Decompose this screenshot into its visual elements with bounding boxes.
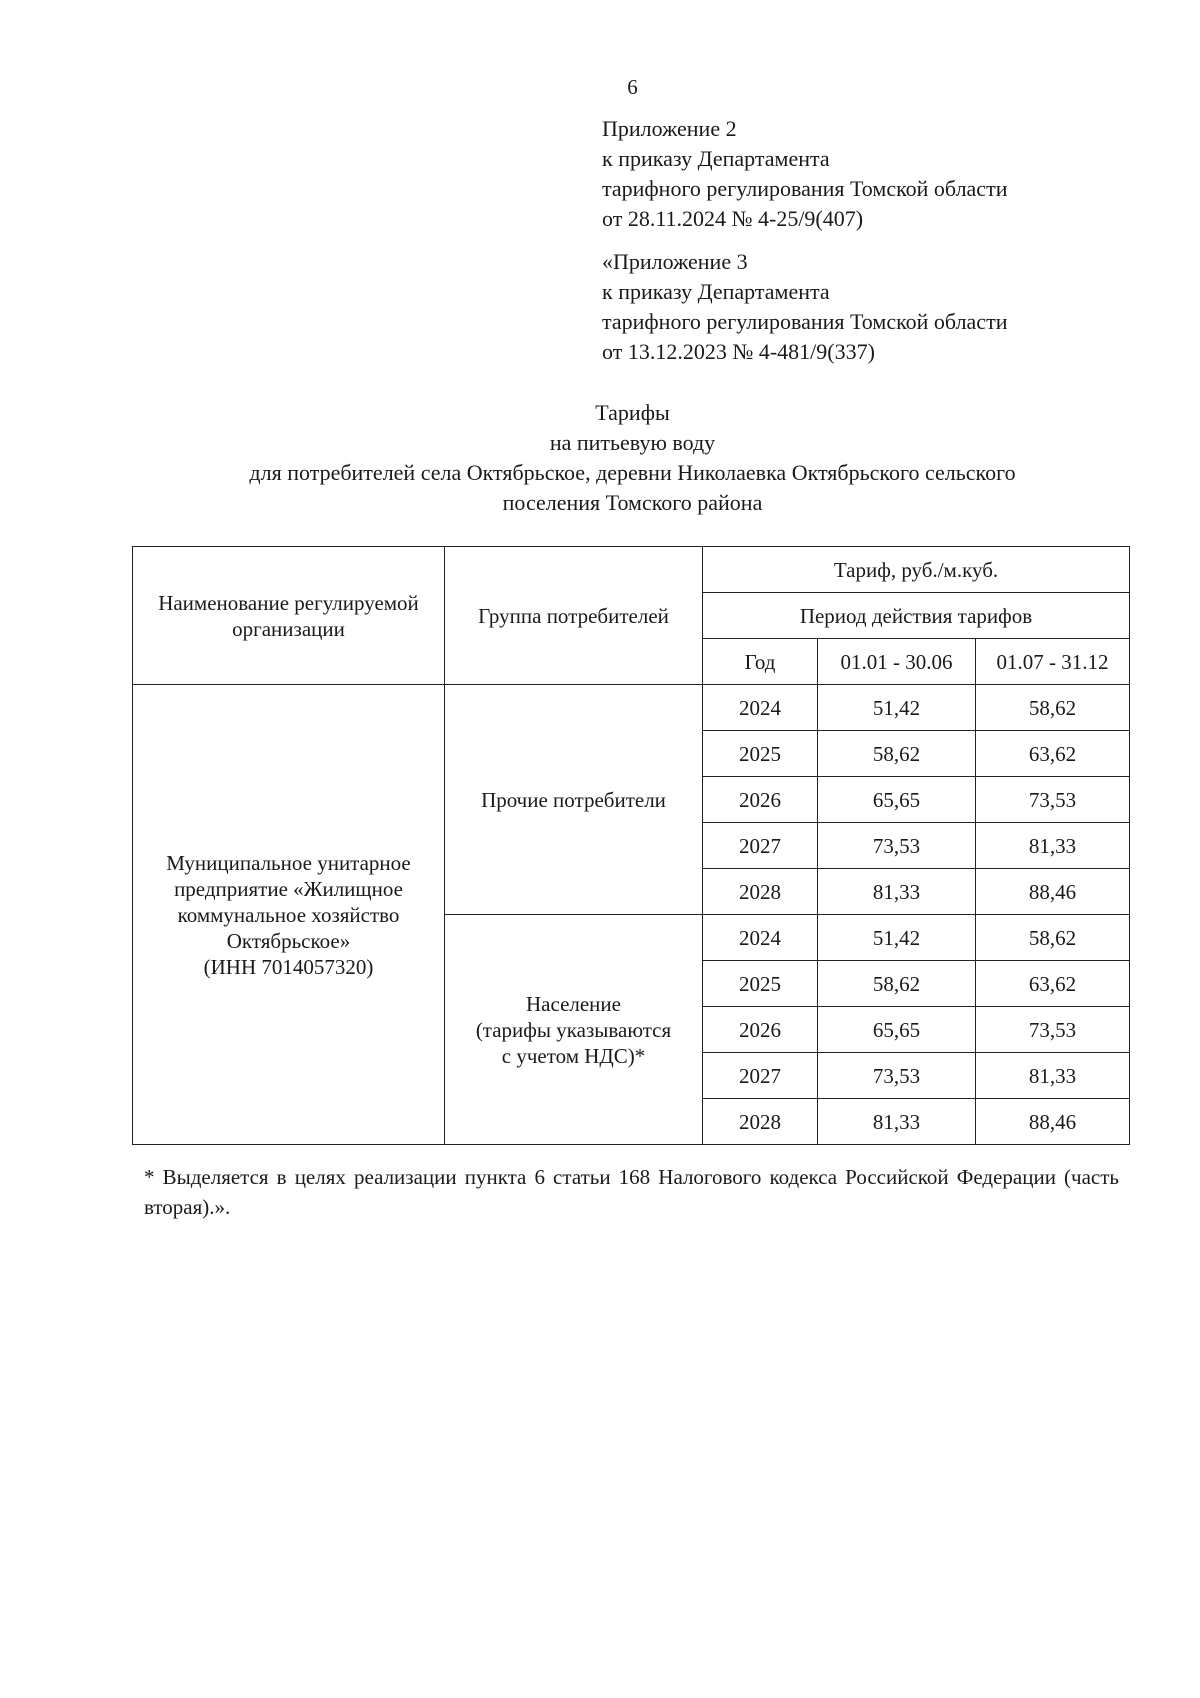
header-tariff: Тариф, руб./м.куб. xyxy=(703,547,1130,593)
appendix-header-amended xyxy=(602,247,1007,367)
header-year: Год xyxy=(703,639,818,685)
tariff-period-2-cell: 63,62 xyxy=(976,731,1130,777)
header-consumer-group: Группа потребителей xyxy=(445,547,703,685)
organization-line: коммунальное хозяйство xyxy=(177,902,400,927)
organization-line: Октябрьское» xyxy=(226,928,351,953)
year-cell: 2024 xyxy=(703,915,818,961)
header-row xyxy=(133,547,1130,593)
tariff-period-1-cell: 65,65 xyxy=(818,1007,976,1053)
appendix-line: Приложение 2 xyxy=(602,116,737,141)
appendix-line: от 28.11.2024 № 4-25/9(407) xyxy=(602,206,864,231)
tariff-period-1-cell: 73,53 xyxy=(818,1053,976,1099)
title-line: Тарифы xyxy=(595,400,670,425)
tariff-period-1-cell: 51,42 xyxy=(818,685,976,731)
header-period-1: 01.01 - 30.06 xyxy=(818,639,976,685)
appendix-line: тарифного регулирования Томской области xyxy=(602,176,1008,201)
document-title xyxy=(0,398,1200,518)
tariff-period-2-cell: 88,46 xyxy=(976,869,1130,915)
year-cell: 2026 xyxy=(703,1007,818,1053)
tariff-period-2-cell: 88,46 xyxy=(976,1099,1130,1145)
year-cell: 2028 xyxy=(703,1099,818,1145)
consumer-group-cell xyxy=(445,685,703,915)
tariff-period-2-cell: 73,53 xyxy=(976,777,1130,823)
organization-line: предприятие «Жилищное xyxy=(174,876,403,901)
consumer-group-line: с учетом НДС)* xyxy=(501,1043,646,1068)
tariff-period-2-cell: 58,62 xyxy=(976,915,1130,961)
header-period: Период действия тарифов xyxy=(703,593,1130,639)
tariff-period-2-cell: 81,33 xyxy=(976,1053,1130,1099)
year-cell: 2027 xyxy=(703,823,818,869)
year-cell: 2025 xyxy=(703,961,818,1007)
title-line: поселения Томского района xyxy=(502,490,763,515)
year-cell: 2024 xyxy=(703,685,818,731)
title-line: на питьевую воду xyxy=(549,430,716,455)
tariff-period-2-cell: 81,33 xyxy=(976,823,1130,869)
consumer-group-line: (тарифы указываются xyxy=(475,1017,672,1042)
tariff-period-1-cell: 58,62 xyxy=(818,961,976,1007)
tariff-period-1-cell: 51,42 xyxy=(818,915,976,961)
tariff-period-2-cell: 63,62 xyxy=(976,961,1130,1007)
organization-line: Муниципальное унитарное xyxy=(166,850,411,875)
appendix-line: тарифного регулирования Томской области xyxy=(602,309,1008,334)
year-cell: 2027 xyxy=(703,1053,818,1099)
appendix-line: к приказу Департамента xyxy=(602,146,830,171)
page-number: 6 xyxy=(627,75,638,99)
tariff-period-1-cell: 65,65 xyxy=(818,777,976,823)
year-cell: 2028 xyxy=(703,869,818,915)
year-cell: 2025 xyxy=(703,731,818,777)
table-row xyxy=(133,685,1130,731)
organization-line: (ИНН 7014057320) xyxy=(203,954,374,979)
tariff-period-1-cell: 73,53 xyxy=(818,823,976,869)
header-organization: Наименование регулируемой организации xyxy=(133,547,445,685)
appendix-line: «Приложение 3 xyxy=(602,249,748,274)
appendix-header-current xyxy=(602,114,1007,234)
footnote: * Выделяется в целях реализации пункта 6 статьи 168 Налогового кодекса Российской Федерации (часть вторая).». xyxy=(144,1165,1119,1219)
consumer-group-cell xyxy=(445,915,703,1145)
tariff-period-1-cell: 81,33 xyxy=(818,1099,976,1145)
tariff-period-1-cell: 58,62 xyxy=(818,731,976,777)
appendix-line: от 13.12.2023 № 4-481/9(337) xyxy=(602,339,875,364)
year-cell: 2026 xyxy=(703,777,818,823)
appendix-line: к приказу Департамента xyxy=(602,279,830,304)
title-line: для потребителей села Октябрьское, деревни Николаевка Октябрьского сельского xyxy=(249,460,1016,485)
consumer-group-line: Население xyxy=(526,991,621,1016)
tariff-period-1-cell: 81,33 xyxy=(818,869,976,915)
header-period-2: 01.07 - 31.12 xyxy=(976,639,1130,685)
tariff-period-2-cell: 58,62 xyxy=(976,685,1130,731)
tariff-table xyxy=(132,546,1130,1145)
organization-cell xyxy=(133,685,445,1145)
consumer-group-line: Прочие потребители xyxy=(481,787,666,812)
tariff-period-2-cell: 73,53 xyxy=(976,1007,1130,1053)
